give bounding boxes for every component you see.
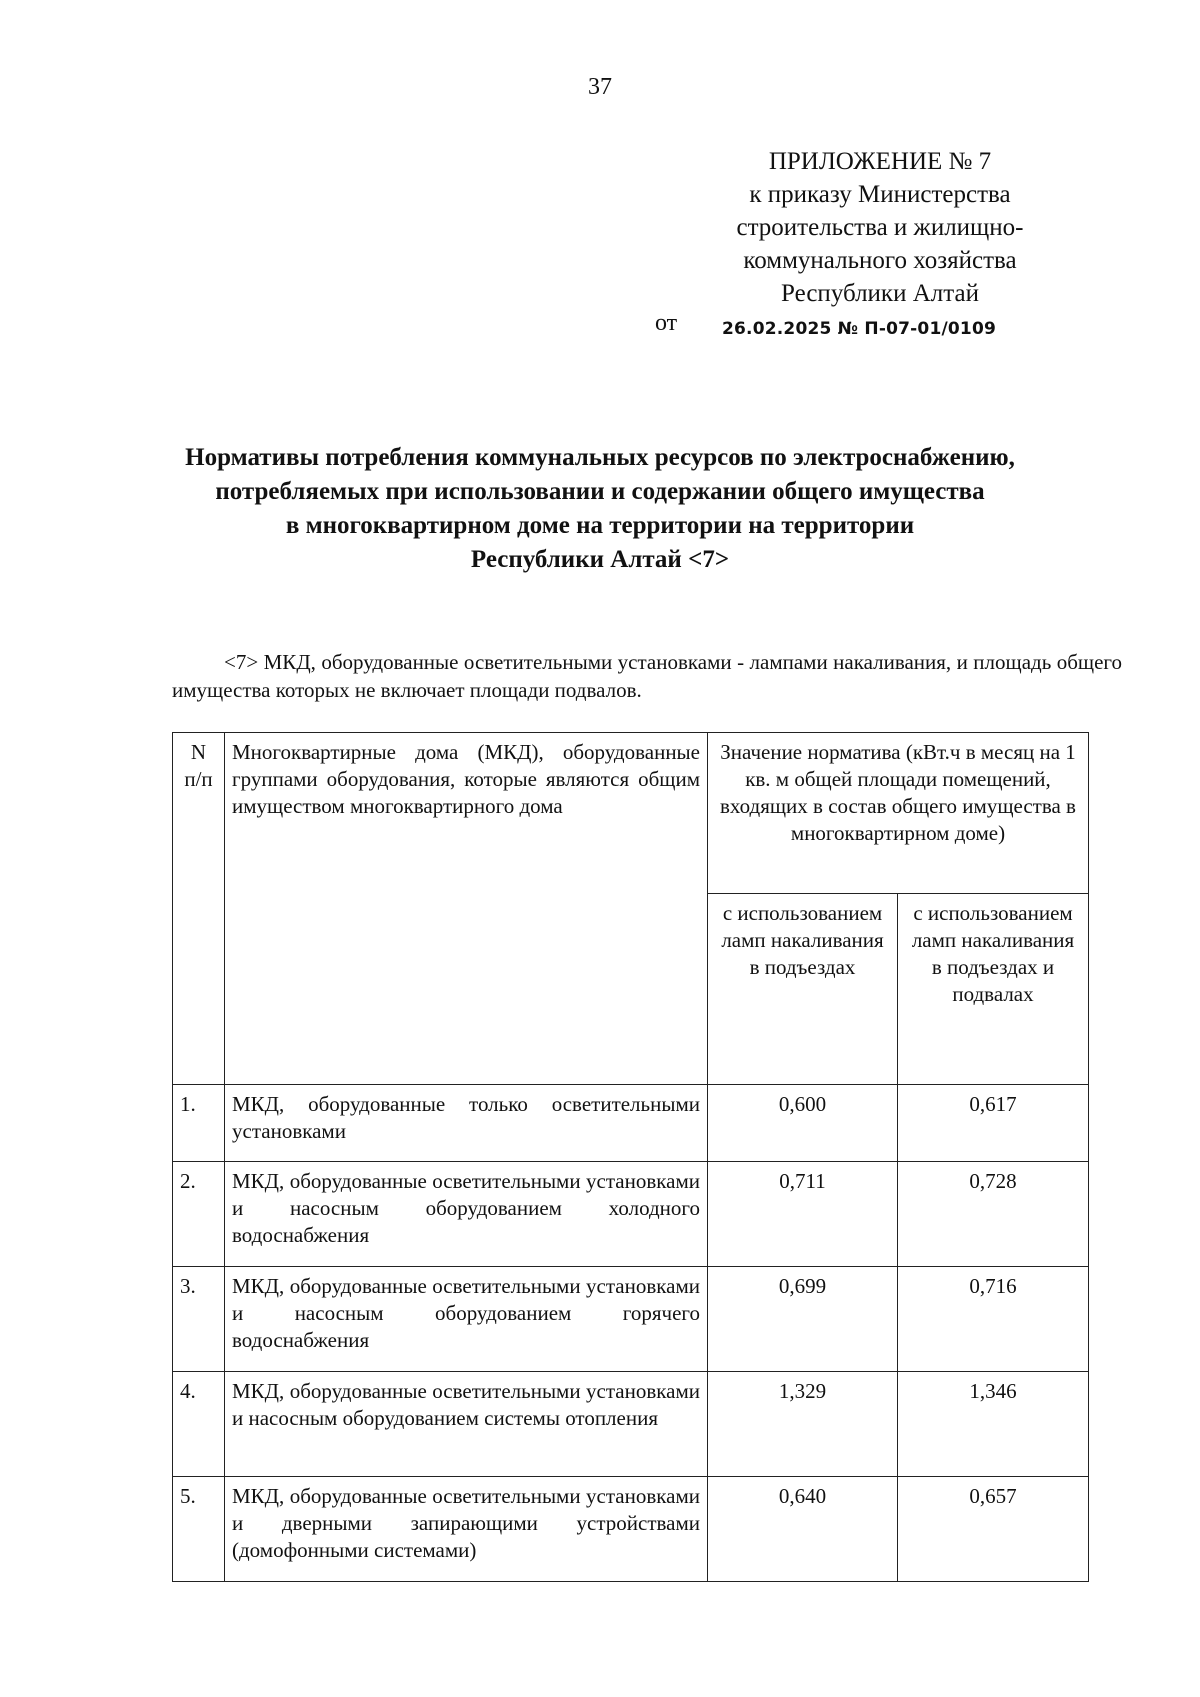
norms-table	[172, 732, 1089, 1582]
row-value-1: 0,711	[708, 1162, 898, 1267]
row-name: МКД, оборудованные только осветительными установками	[225, 1085, 708, 1162]
footnote	[172, 648, 1122, 704]
order-date-number: 26.02.2025 № П-07-01/0109	[722, 319, 997, 339]
appendix-line: Республики Алтай	[781, 280, 979, 307]
document-title	[120, 441, 1080, 577]
table-row	[173, 1162, 1089, 1267]
row-value-2: 0,657	[898, 1477, 1089, 1582]
row-value-1: 0,699	[708, 1267, 898, 1372]
row-value-2: 1,346	[898, 1372, 1089, 1477]
appendix-line: к приказу Министерства	[749, 181, 1011, 208]
title-line: Республики Алтай <7>	[470, 546, 730, 573]
row-num: 4.	[173, 1372, 225, 1477]
row-value-1: 1,329	[708, 1372, 898, 1477]
header-sub-podezdy-podvaly: с использованием ламп накаливания в подъездах и подвалах	[898, 894, 1089, 1085]
row-num: 3.	[173, 1267, 225, 1372]
title-line: потребляемых при использовании и содержании общего имущества	[215, 478, 985, 505]
date-prefix: от	[655, 310, 678, 336]
table-header-row	[173, 733, 1089, 894]
title-line: в многоквартирном доме на территории на территории	[285, 512, 915, 539]
header-value-group: Значение норматива (кВт.ч в месяц на 1 кв. м общей площади помещений, входящих в состав общего имущества в многоквартирном доме)	[708, 733, 1089, 894]
header-sub-podezdy: с использованием ламп накаливания в подъездах	[708, 894, 898, 1085]
row-name: МКД, оборудованные осветительными установками и насосным оборудованием системы отопления	[225, 1372, 708, 1477]
appendix-block	[690, 145, 1070, 310]
row-name: МКД, оборудованные осветительными установками и насосным оборудованием горячего водоснабжения	[225, 1267, 708, 1372]
table-row	[173, 1267, 1089, 1372]
table-row	[173, 1372, 1089, 1477]
row-value-1: 0,600	[708, 1085, 898, 1162]
row-value-1: 0,640	[708, 1477, 898, 1582]
row-num: 2.	[173, 1162, 225, 1267]
header-num: N п/п	[173, 733, 225, 1085]
title-line: Нормативы потребления коммунальных ресурсов по электроснабжению,	[185, 444, 1015, 471]
footnote-text: <7> МКД, оборудованные осветительными установками - лампами накаливания, и площадь общего имущества которых не включает площади подвалов.	[172, 650, 1122, 702]
table-row	[173, 1085, 1089, 1162]
appendix-line: коммунального хозяйства	[743, 247, 1017, 274]
row-value-2: 0,617	[898, 1085, 1089, 1162]
page-number: 37	[588, 74, 612, 100]
row-num: 5.	[173, 1477, 225, 1582]
appendix-line: строительства и жилищно-	[736, 214, 1024, 241]
row-value-2: 0,728	[898, 1162, 1089, 1267]
row-name: МКД, оборудованные осветительными установками и насосным оборудованием холодного водоснабжения	[225, 1162, 708, 1267]
appendix-title: ПРИЛОЖЕНИЕ № 7	[768, 148, 992, 175]
row-value-2: 0,716	[898, 1267, 1089, 1372]
row-num: 1.	[173, 1085, 225, 1162]
row-name: МКД, оборудованные осветительными установками и дверными запирающими устройствами (домофонными системами)	[225, 1477, 708, 1582]
header-name: Многоквартирные дома (МКД), оборудованные группами оборудования, которые являются общим имуществом многоквартирного дома	[225, 733, 708, 1085]
table-row	[173, 1477, 1089, 1582]
